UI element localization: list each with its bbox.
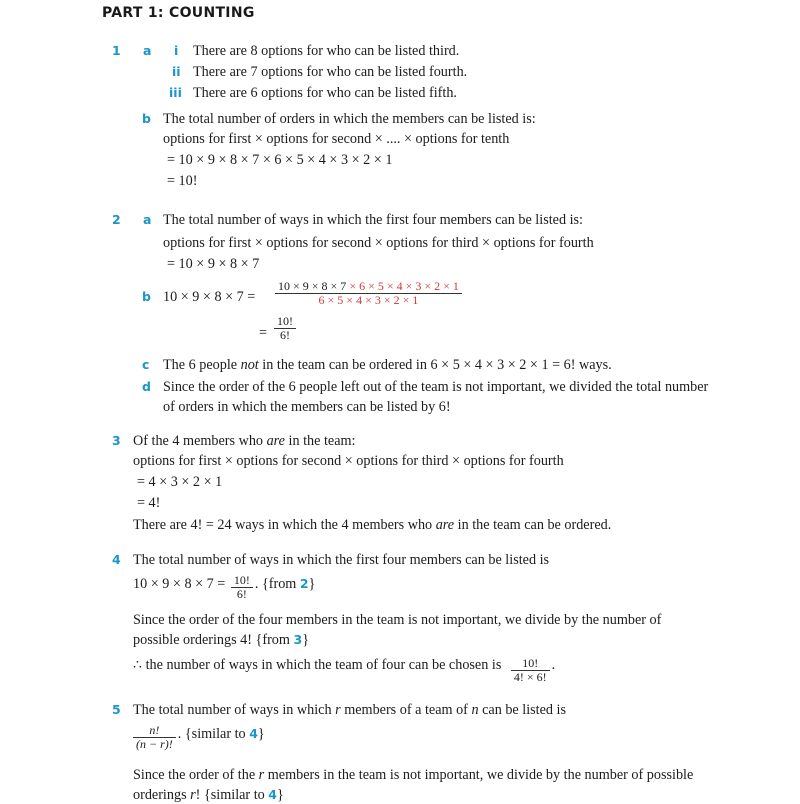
q5-line3: Since the order of the r members in the team is not important, we divide by the number of possible xyxy=(133,767,694,783)
q3-line2: options for first × options for second × options for third × options for fourth xyxy=(133,453,564,469)
q5-line1: The total number of ways in which r members of a team of n can be listed is xyxy=(133,702,567,718)
q2-a-line1: The total number of ways in which the first four members can be listed is: xyxy=(163,212,583,228)
q3-line3: = 4 × 3 × 2 × 1 xyxy=(137,474,223,490)
q1-b-line2: options for first × options for second × .... × options for tenth xyxy=(163,131,510,147)
q4-line4: possible orderings 4! {from 3} xyxy=(133,632,309,648)
q2-b-lhs: 10 × 9 × 8 × 7 = xyxy=(163,289,256,305)
q2-number: 2 xyxy=(112,212,121,227)
q5-ref-q4-second: 4 xyxy=(268,787,277,802)
q5-line2: $\frac{n!}{(n - r)!}$ . {similar to 4} xyxy=(131,724,265,751)
q1-sub-ii-label: ii xyxy=(172,64,181,79)
q2-part-b-label: b xyxy=(142,289,151,304)
q4-ref-q2: 2 xyxy=(299,576,309,591)
q2-d-line1: Since the order of the 6 people left out of the team is not important, we divided the total number xyxy=(163,379,709,395)
q2-a-line2: options for first × options for second × options for third × options for fourth xyxy=(163,235,594,251)
q5-frac-num: n! xyxy=(133,724,176,738)
q2-part-a-label: a xyxy=(143,212,152,227)
q1-part-b-label: b xyxy=(142,111,151,126)
q2-part-d-label: d xyxy=(142,379,151,394)
q5-number: 5 xyxy=(112,702,121,717)
q2-b-equals: = xyxy=(259,325,268,341)
q1-sub-iii-label: iii xyxy=(169,85,182,100)
q1-b-line1: The total number of orders in which the members can be listed is: xyxy=(163,111,536,127)
q4-line2: 10 × 9 × 8 × 7 = $\frac{10!}{6!}$ . {from 2} xyxy=(133,573,316,601)
q4-frac-den: 6! xyxy=(236,587,247,601)
q2-b-numerator-black: 10 × 9 × 8 × 7 xyxy=(278,279,347,293)
q3-line1: Of the 4 members who are in the team: xyxy=(133,433,356,449)
q1-part-a-label: a xyxy=(143,43,152,58)
q4-number: 4 xyxy=(112,552,121,567)
q1-sub-i-label: i xyxy=(174,43,179,58)
q2-d-line2: of orders in which the members can be listed by 6! xyxy=(163,399,451,415)
q2-b-frac2-den: 6! xyxy=(280,328,290,342)
q4-final-frac-den: 4! × 6! xyxy=(513,670,547,684)
q5-ref-q4: 4 xyxy=(249,726,258,741)
q4-frac-num: 10! xyxy=(231,574,253,588)
q2-b-numerator-red: × 6 × 5 × 4 × 3 × 2 × 1 xyxy=(346,279,459,293)
q4-line5: ∴ the number of ways in which the team of four can be chosen is $\frac{10!}{4! \times 6!}$ . xyxy=(133,656,556,684)
q5-line4: orderings r! {similar to 4} xyxy=(133,787,284,803)
q1-b-line3: = 10 × 9 × 8 × 7 × 6 × 5 × 4 × 3 × 2 × 1 xyxy=(167,152,393,168)
q2-b-fraction xyxy=(273,280,464,307)
q2-a-line3: = 10 × 9 × 8 × 7 xyxy=(167,256,260,272)
q5-frac-den: (n − r)! xyxy=(136,737,173,751)
q3-line4: = 4! xyxy=(137,495,161,511)
q3-number: 3 xyxy=(112,433,121,448)
q4-line3: Since the order of the four members in the team is not important, we divide by the number of xyxy=(133,612,662,628)
q4-line1: The total number of ways in which the first four members can be listed is xyxy=(133,552,550,568)
q2-part-c-label: c xyxy=(142,357,150,372)
q2-b-denominator: 6 × 5 × 4 × 3 × 2 × 1 xyxy=(318,293,419,307)
q1-a-iii-text: There are 6 options for who can be listed fifth. xyxy=(193,85,457,101)
q2-c-text: The 6 people not in the team can be ordered in 6 × 5 × 4 × 3 × 2 × 1 = 6! ways. xyxy=(163,357,612,373)
q1-b-line4: = 10! xyxy=(167,173,198,189)
q4-final-frac-num: 10! xyxy=(511,657,550,671)
q1-number: 1 xyxy=(112,43,121,58)
q3-line5: There are 4! = 24 ways in which the 4 members who are in the team can be ordered. xyxy=(133,517,612,533)
q2-b-frac2-num: 10! xyxy=(274,315,296,329)
q1-a-i-text: There are 8 options for who can be listed third. xyxy=(193,43,460,59)
section-heading: PART 1: COUNTING xyxy=(102,5,255,21)
q1-a-ii-text: There are 7 options for who can be listed fourth. xyxy=(193,64,468,80)
q4-ref-q3: 3 xyxy=(293,632,303,647)
q2-b-fraction2 xyxy=(272,315,298,342)
